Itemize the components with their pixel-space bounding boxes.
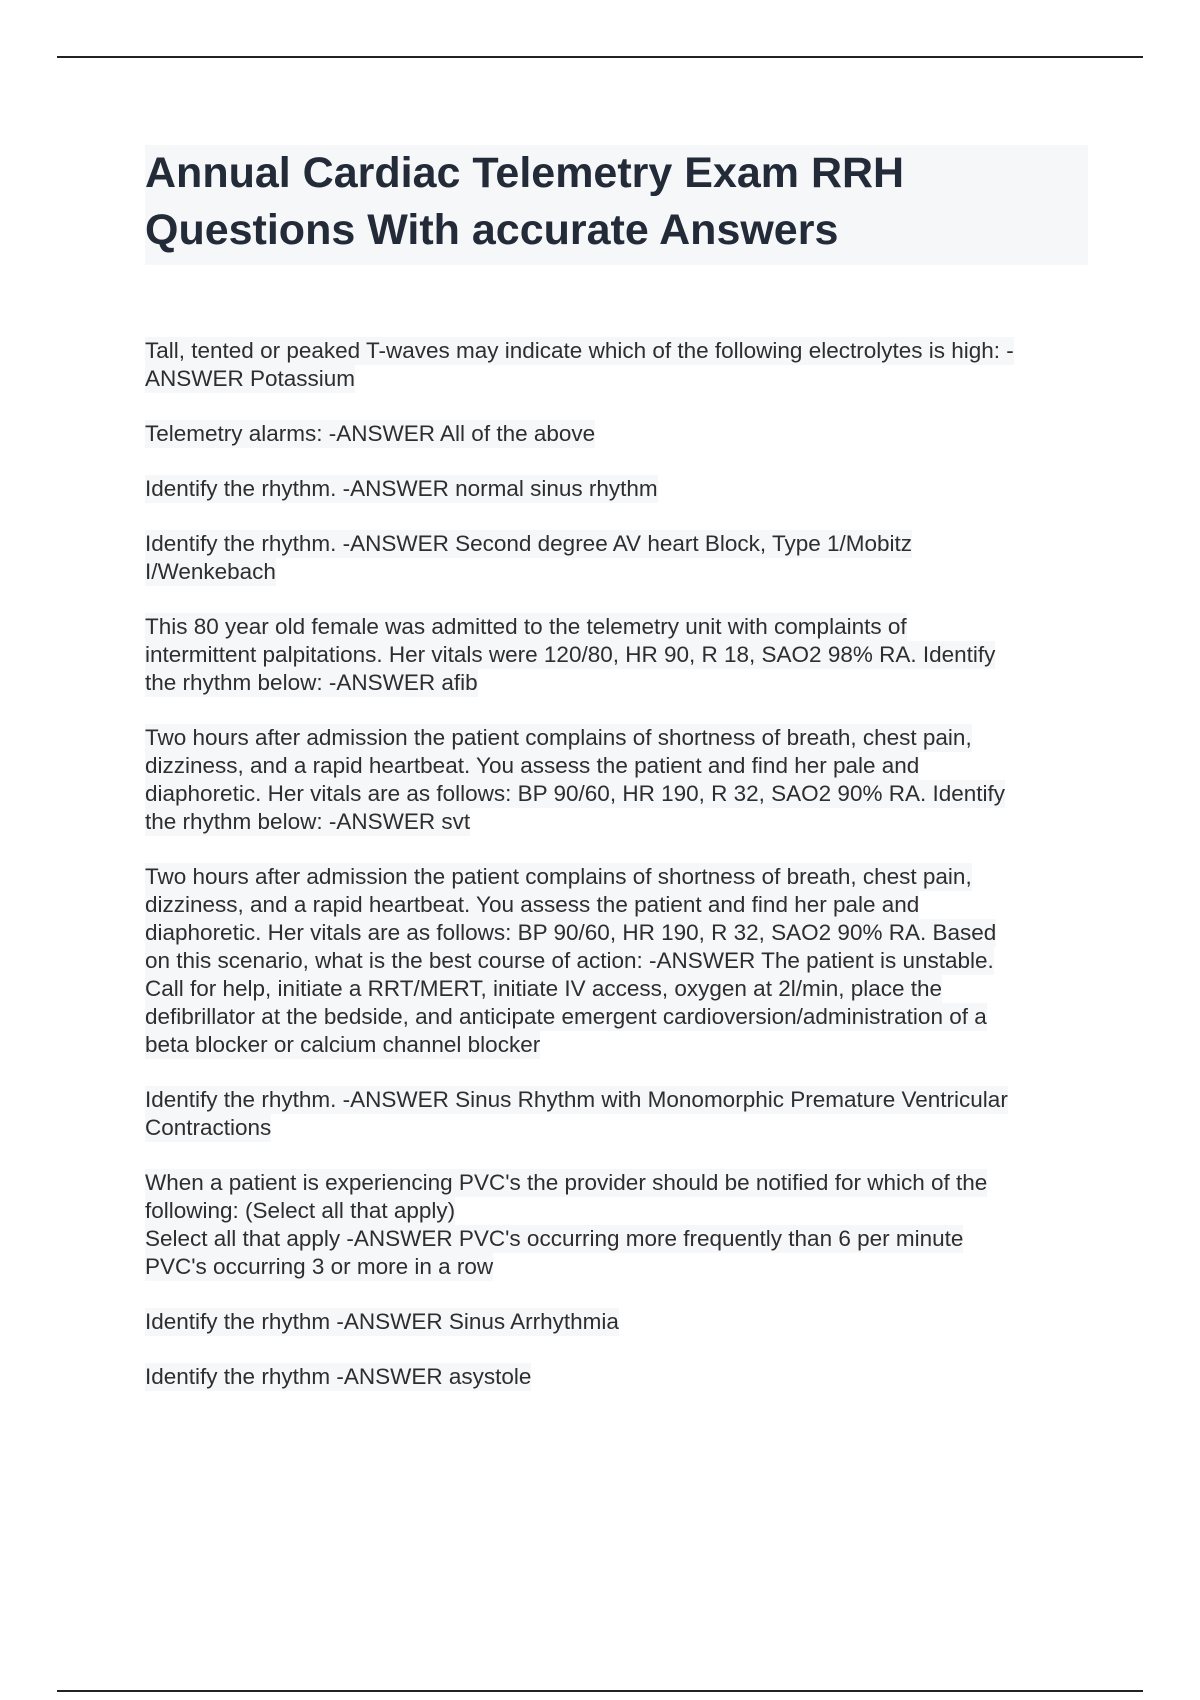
qa-text-line: Select all that apply -ANSWER PVC's occurring more frequently than 6 per minute [145, 1226, 964, 1251]
qa-text-line: Two hours after admission the patient complains of shortness of breath, chest pain, [145, 725, 972, 750]
qa-item [145, 420, 1088, 448]
qa-item [145, 1086, 1088, 1142]
title-line-2: Questions With accurate Answers [145, 206, 839, 254]
qa-text-line: Two hours after admission the patient complains of shortness of breath, chest pain, [145, 864, 972, 889]
qa-text-line: dizziness, and a rapid heartbeat. You assess the patient and find her pale and [145, 892, 920, 917]
qa-item [145, 1363, 1088, 1391]
qa-text-line: Identify the rhythm -ANSWER Sinus Arrhythmia [145, 1309, 619, 1334]
qa-text-line: Contractions [145, 1115, 272, 1140]
qa-item [145, 863, 1088, 1059]
qa-text-line: intermittent palpitations. Her vitals were 120/80, HR 90, R 18, SAO2 98% RA. Identify [145, 642, 996, 667]
qa-item [145, 1308, 1088, 1336]
qa-text-line: diaphoretic. Her vitals are as follows: BP 90/60, HR 190, R 32, SAO2 90% RA. Based [145, 920, 997, 945]
qa-text-line: When a patient is experiencing PVC's the provider should be notified for which of the [145, 1170, 988, 1195]
qa-text-line: PVC's occurring 3 or more in a row [145, 1254, 494, 1279]
qa-text-line: Call for help, initiate a RRT/MERT, initiate IV access, oxygen at 2l/min, place the [145, 976, 943, 1001]
qa-item [145, 530, 1088, 586]
qa-text-line: diaphoretic. Her vitals are as follows: BP 90/60, HR 190, R 32, SAO2 90% RA. Identify [145, 781, 1006, 806]
qa-item [145, 475, 1088, 503]
qa-item [145, 613, 1088, 697]
qa-item [145, 337, 1088, 393]
qa-text-line: Tall, tented or peaked T-waves may indicate which of the following electrolytes is high: - [145, 338, 1014, 363]
qa-text-line: This 80 year old female was admitted to the telemetry unit with complaints of [145, 614, 907, 639]
header-rule [57, 56, 1143, 58]
footer-rule [57, 1690, 1143, 1692]
qa-text-line: dizziness, and a rapid heartbeat. You assess the patient and find her pale and [145, 753, 920, 778]
title-line-1: Annual Cardiac Telemetry Exam RRH [145, 149, 905, 197]
qa-text-line: Identify the rhythm -ANSWER asystole [145, 1364, 532, 1389]
qa-text-line: defibrillator at the bedside, and anticipate emergent cardioversion/administration of a [145, 1004, 987, 1029]
qa-text-line: Identify the rhythm. -ANSWER Sinus Rhythm with Monomorphic Premature Ventricular [145, 1087, 1008, 1112]
document-title [145, 145, 1088, 265]
qa-text-line: Identify the rhythm. -ANSWER Second degree AV heart Block, Type 1/Mobitz [145, 531, 913, 556]
qa-text-line: Telemetry alarms: -ANSWER All of the above [145, 421, 596, 446]
qa-text-line: ANSWER Potassium [145, 366, 356, 391]
question-answer-list [145, 337, 1088, 1418]
qa-text-line: on this scenario, what is the best course of action: -ANSWER The patient is unstable. [145, 948, 994, 973]
qa-text-line: the rhythm below: -ANSWER afib [145, 670, 478, 695]
page-title [145, 145, 1088, 259]
qa-text-line: Identify the rhythm. -ANSWER normal sinus rhythm [145, 476, 658, 501]
qa-text-line: following: (Select all that apply) [145, 1198, 456, 1223]
qa-text-line: I/Wenkebach [145, 559, 276, 584]
qa-item [145, 1169, 1088, 1281]
qa-text-line: beta blocker or calcium channel blocker [145, 1032, 541, 1057]
qa-text-line: the rhythm below: -ANSWER svt [145, 809, 471, 834]
qa-item [145, 724, 1088, 836]
